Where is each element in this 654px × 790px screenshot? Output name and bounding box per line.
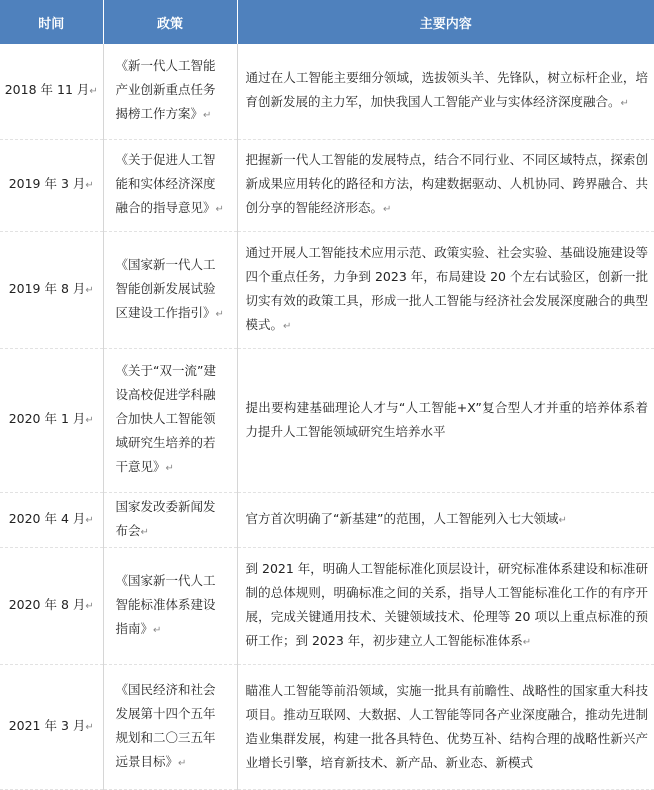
row-content: 提出要构建基础理论人才与“人工智能+X”复合型人才并重的培养体系着力提升人工智能领域研究生培养水平 xyxy=(245,400,648,439)
row-content: 到 2021 年，明确人工智能标准化顶层设计，研究标准体系建设和标准研制的总体规则，明确标准之间的关系，指导人工智能标准化工作的有序开展，完成关键通用技术、关键领域技术、伦理等 20 项以上重点标准的预研工作；到 2023 年，初步建立人工智能标准体系↵ xyxy=(245,560,648,648)
row-policy: 《新一代人工智能产业创新重点任务揭榜工作方案》↵ xyxy=(103,44,237,139)
row-time: 2018 年 11 月↵ xyxy=(0,44,103,139)
row-content: 通过在人工智能主要细分领域，选拔领头羊、先锋队，树立标杆企业，培育创新发展的主力军，加快我国人工智能产业与实体经济深度融合。↵ xyxy=(245,70,648,110)
table-row xyxy=(0,547,654,664)
row-time: 2021 年 3 月↵ xyxy=(0,664,103,789)
row-policy: 国家发改委新闻发布会↵ xyxy=(103,492,237,547)
row-time: 2020 年 8 月↵ xyxy=(0,547,103,664)
table-row xyxy=(0,44,654,139)
row-policy: 《国家新一代人工智能标准体系建设指南》↵ xyxy=(103,547,237,664)
row-time: 2019 年 3 月↵ xyxy=(0,139,103,231)
row-content: 官方首次明确了“新基建”的范围，人工智能列入七大领域↵ xyxy=(245,510,567,526)
row-content: 瞄准人工智能等前沿领域，实施一批具有前瞻性、战略性的国家重大科技项目。推动互联网、大数据、人工智能等同各产业深度融合，推动先进制造业集群发展，构建一批各具特色、优势互补、结构合理的战略性新兴产业增长引擎，培育新技术、新产品、新业态、新模式 xyxy=(245,682,648,770)
row-content: 通过开展人工智能技术应用示范、政策实验、社会实验、基础设施建设等四个重点任务，力争到 2023 年，布局建设 20 个左右试验区，创新一批切实有效的政策工具，形成一批人工智能与经济社会发展深度融合的典型模式。↵ xyxy=(245,244,648,332)
row-time: 2020 年 4 月↵ xyxy=(0,492,103,547)
row-policy: 《关于“双一流”建设高校促进学科融合加快人工智能领域研究生培养的若干意见》↵ xyxy=(103,348,237,492)
row-policy: 《国家新一代人工智能创新发展试验区建设工作指引》↵ xyxy=(103,231,237,348)
table-row xyxy=(0,139,654,231)
table-row xyxy=(0,492,654,547)
row-policy: 《关于促进人工智能和实体经济深度融合的指导意见》↵ xyxy=(103,139,237,231)
header-content: 主要内容 xyxy=(237,0,654,44)
row-time: 2020 年 1 月↵ xyxy=(0,348,103,492)
row-content: 把握新一代人工智能的发展特点，结合不同行业、不同区域特点，探索创新成果应用转化的路径和方法，构建数据驱动、人机协同、跨界融合、共创分享的智能经济形态。↵ xyxy=(245,152,648,215)
table-row xyxy=(0,231,654,348)
row-time: 2019 年 8 月↵ xyxy=(0,231,103,348)
table-row xyxy=(0,348,654,492)
table-row xyxy=(0,664,654,789)
table-header-row xyxy=(0,0,654,44)
header-time: 时间 xyxy=(0,0,103,44)
header-policy: 政策 xyxy=(103,0,237,44)
row-policy: 《国民经济和社会发展第十四个五年规划和二〇三五年远景目标》↵ xyxy=(103,664,237,789)
